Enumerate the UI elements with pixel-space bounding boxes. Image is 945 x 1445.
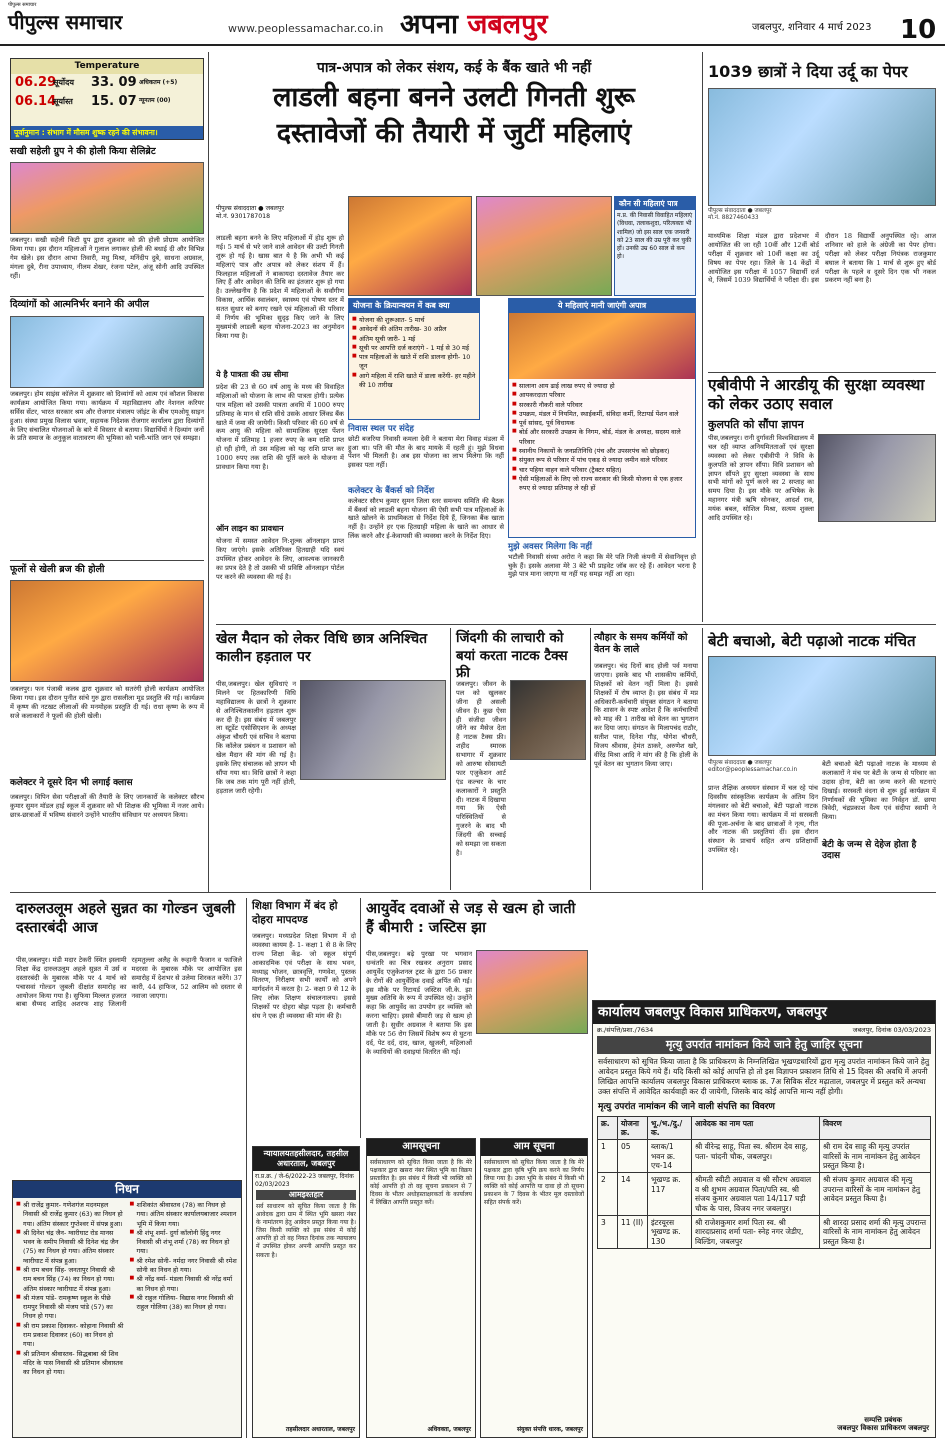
- section-title-b: जबलपुर: [467, 9, 548, 40]
- timeline-item: ■ सूची पर आपत्ति दर्ज कराएंगे - 1 मई से 30 मई: [352, 344, 476, 353]
- notice-sub: आमइश्तहार: [256, 1190, 356, 1200]
- notice-sign: संयुक्त संपत्ति धारक, जबलपुर: [517, 1425, 583, 1433]
- aam-suchna-2: [366, 1138, 476, 1438]
- divider: [10, 560, 204, 561]
- photo-exam: [708, 88, 936, 206]
- sunrise-row: [11, 74, 203, 92]
- photo-divyang: [10, 316, 204, 388]
- list-item: ■ श्री राजेंद्र कुमार- गणेशगंज मदनमहल निवासी श्री राजेंद्र कुमार (63) का निधन हो गया। अंतिम संस्कार गुप्तेश्वर में संपन्न हुआ।: [16, 1201, 125, 1229]
- beti-body-2: बेटी बचाओ बेटी पढ़ाओ नाटक के माध्यम से कलाकारों ने मंच पर बेटी के जन्म से परिवार का उदास होना, बेटी का जन्म करने की घटनाएं दिखाई। सरस्वती वंदना से शुरू हुई कार्यक्रम में निर्णायकों की भूमिका का निर्वहन डॉ. छाया त्रिवेदी, चंद्रप्रकाश वैश्य एवं संदीपा स्वामी ने किया।: [822, 760, 936, 822]
- table-cell: श्री राजेशकुमार शर्मा पिता स्व. श्री शारदाप्रसाद शर्मा पता- स्नेह नगर जेडीए, बिल्डिंग, जबलपुर: [692, 1215, 820, 1248]
- notice-sign: तहसीलदार अधारताल, जबलपुर: [285, 1425, 355, 1433]
- box-headline: निवास स्थल पर संदेह: [348, 424, 414, 434]
- ineligible-item: ■ सरकारी नौकरी वाले परिवार: [512, 401, 692, 410]
- forecast: पूर्वानुमान : संभाग में मौसम शुष्क रहने की संभावना।: [11, 126, 203, 139]
- table-cell: 14: [618, 1173, 648, 1216]
- ineligible-item: ■ चार पहिया वाहन वाले परिवार (ट्रैक्टर सहित): [512, 466, 692, 475]
- nidhan-cols: [13, 1198, 241, 1380]
- table-cell: 05: [618, 1140, 648, 1173]
- notice-header: न्यायालयतहसीलदार, तहसील अधारताल, जबलपुर: [253, 1147, 359, 1171]
- play-headline[interactable]: जिंदगी की लाचारी को बयां करता नाटक टैक्स फ्री: [456, 630, 568, 682]
- ineligible-title: ये महिलाएं मानी जाएंगी अपात्र: [509, 299, 695, 313]
- nidhan-title: निधन: [13, 1181, 241, 1198]
- timeline-item: ■ योजना की शुरूआत- 5 मार्च: [352, 316, 476, 325]
- lead-body-2: प्रदेश की 23 से 60 वर्ष आयु के मध्य की विवाहित महिलाओं को योजना के लाभ की पात्रता होगी। प्रत्येक पात्र महिला को उसकी पात्रता अवधि में 1000 रुपए प्रतिमाह के मान से राशि सीधे उसके आधार लिंक्ड बैंक खाते में जमा की जायेगी। किसी परिवार की 60 वर्ष से कम आयु की महिला को सामाजिक सुरक्षा पेंशन योजना में प्रतिमाह 1 हजार रुपए के कम राशि प्राप्त हो रही होगी, तो उस महिला को यह राशि प्राप्त कर 1000 रुपए तक राशि की पूर्ति करने के योजना में प्रावधान किया गया है।: [216, 383, 344, 472]
- ineligible-item: ■ सालाना आय ढाई लाख रुपए से ज्यादा हो: [512, 382, 692, 391]
- darul-headline[interactable]: दारुलउलूम अहले सुन्नत का गोल्डन जुबली दस्तारबंदी आज: [16, 901, 236, 936]
- lead-headline[interactable]: लाडली बहना बनने उलटी गिनती शुरू: [273, 82, 635, 113]
- newspaper-logo[interactable]: [8, 2, 123, 35]
- abvp-body: पीस,जबलपुर। रानी दुर्गावती विश्वविद्यालय में चल रही व्याप्त अनियमितताओं एवं सुरक्षा व्यवस्था को लेकर एबीवीपी ने विवि के कुलपति को ज्ञापन सौंपा। विवि प्रशासन को ज्ञापन सौंपते हुए सुरक्षा व्यवस्था के साथ सभी मांगों को पूर्ण करने का 2 सप्ताह का समय दिया है। इस मौके पर अभिषेक के महानगर मंत्री ऋषि सोनकर, आदर्श राव, मयंक बबल, सोशिल मिश्रा, सत्यम शुक्ला आदि उपस्थित रहे।: [708, 434, 814, 523]
- dateline: जबलपुर, शनिवार 4 मार्च 2023: [752, 22, 872, 33]
- teachers-body: जबलपुर। चंद दिनों बाद होली पर्व मनाया जाएगा। इसके बाद भी शासकीय कर्मियों, शिक्षकों को वेतन नहीं मिला है। इससे शिक्षकों में रोष व्याप्त है। इस संबंध में मप्र अधिकारी-कर्मचारी संयुक्त संगठन ने बताया कि शासन के स्पष्ट आदेश हैं कि कर्मचारियों को माह की 1 तारीख को वेतन का भुगतान कर दिया जाए। संगठन के मिलापचंद राठौर, सतीश पाल, दिनेश गौड़, योगेश चौधरी, विजय श्रीवास, हेमंत ठाकरे, अरुणेश खरे, वीरेंद्र मिश्रा आदि ने मांग की है कि होली के पूर्व वेतन का भुगतान किया जाए।: [594, 662, 698, 768]
- lead-kicker: पात्र-अपात्र को लेकर संशय, कई के बैंक खाते भी नहीं: [316, 60, 592, 76]
- table-row: [598, 1140, 931, 1173]
- notice-body: सर्व साधारण को सूचित किया जाता है कि आवेदक द्वारा ग्राम में स्थित भूमि खसरा नंबर के नामांतरण हेतु आवेदन प्रस्तुत किया गया है। जिस किसी व्यक्ति को इस संबंध में कोई आपत्ति हो तो वह नियत दिनांक तक न्यायालय में उपस्थित होकर अपनी आपत्ति प्रस्तुत कर सकता है।: [256, 1203, 356, 1259]
- nidhan-list-2: [130, 1201, 239, 1377]
- website-url[interactable]: www.peoplessamachar.co.in: [228, 22, 384, 35]
- page-number: 10: [900, 15, 937, 45]
- notice-body: सर्वसाधारण को सूचित किया जाता है कि मेरे पक्षकार द्वारा कृषि भूमि क्रय करने का निर्णय लिया गया है। उक्त भूमि के संबंध में किसी भी व्यक्ति को कोई आपत्ति या दावा हो तो सूचना प्रकाशन के 7 दिवस के भीतर मूल दस्तावेजों सहित संपर्क करें।: [484, 1158, 584, 1206]
- lead-headline-2[interactable]: दस्तावेजों की तैयारी में जुटीं महिलाएं: [276, 118, 632, 149]
- shiksha-headline[interactable]: शिक्षा विभाग में बंद हो दोहरा मापदण्ड: [252, 900, 338, 926]
- table-header: विवरण: [820, 1116, 931, 1140]
- ineligible-item: ■ ऐसी महिलाओं के लिए जो राज्य सरकार की किसी योजना से एक हजार रुपए से ज्यादा प्रतिमाह ले रही हों: [512, 475, 692, 494]
- notice-sign: अधिवक्ता, जबलपुर: [427, 1425, 471, 1433]
- table-cell: भूखण्ड क्र. 117: [648, 1173, 692, 1216]
- timeline-item: ■ आगे महिला में राशि खाते में डाला करेंगी- हर महीने की 10 तारीख: [352, 372, 476, 391]
- jda-ref: क्र./संपत्ति/प्रशा./7634: [597, 1025, 654, 1034]
- timeline-item: ■ आवेदनों की अंतिम तारीख- 30 अप्रैल: [352, 325, 476, 334]
- nidhan-box: [12, 1180, 242, 1438]
- table-cell: श्रीमती स्वीटी अग्रवाल व श्री सौरभ अग्रवाल व श्री शुभम अग्रवाल पिता/पति स्व. श्री संजय कुमार अग्रवाल पता 14/117 घड़ी चौक के पास, विजय नगर जबलपुर।: [692, 1173, 820, 1216]
- abvp-headline[interactable]: एबीवीपी ने आरडीयू की सुरक्षा व्यवस्था को लेकर उठाए सवाल: [708, 376, 925, 414]
- byline: [216, 205, 344, 221]
- temperature-box: [10, 58, 204, 140]
- ayurved-body: पीस,जबलपुर। बढ़े पुरखा पर भगवान धन्वंतरि का चित्र रखकर अनुराग प्रसाद आयुर्वेद एजुकेशनल ट्रस्ट के द्वारा 56 प्रकार के रोगों की आयुर्वेदिक दवाई अर्पित की गई। इस मौके पर रिटायर्ड जस्टिस जी.के. झा मुख्य अतिथि के रूप में उपस्थित रहे। उन्होंने कहा कि आयुर्वेद का उपयोग हर व्यक्ति को करना चाहिए। इससे बीमारी जड़ से खत्म हो जाती है। सुधीर अग्रवाल ने बताया कि इस मौके पर 56 रोग जिसमें विशेष रूप से घुटना दर्द, पेट दर्द, दाद, खाज, खुजली, महिलाओं के व्याधियों की दवाइयां वितरित की गईं।: [366, 950, 472, 1056]
- table-cell: ब्लाक/1 भवन क्र. एच-14: [648, 1140, 692, 1173]
- jda-ref-row: [593, 1024, 935, 1036]
- lead-body-1: लाडली बहना बनने के लिए महिलाओं में होड़ शुरू हो गई। 5 मार्च से भरे जाने वाले आवेदन की उल्टी गिनती शुरू हो गई है। खास बात ये है कि अभी भी कई महिलाएं पात्र और अपात्र को लेकर संशय में हैं। फिलहाल महिलाओं ने बाकायदा दस्तावेज तैयार कर लिए हैं और आवेदन की तिथि का इंतजार शुरू हो गया है। उल्लेखनीय है कि प्रदेश में महिलाओं के सर्वांगीण विकास, आर्थिक स्वालंबन, स्वास्थ्य एवं पोषण स्तर में सतत सुधार को बनाए रखने एवं महिलाओं की परिवार में निर्णय की भूमिका सुदृढ़ किए जाने के लिए मुख्यमंत्री लाडली बहना योजना-2023 का अनुमोदन किया गया है।: [216, 234, 344, 340]
- notice-ref: रा.प्र.क्र. / जे-6/2022-23 जबलपुर, दिनांक 02/03/2023: [255, 1173, 354, 1188]
- sunrise-label: सूर्योदय: [53, 78, 75, 88]
- timeline-list: [349, 313, 479, 393]
- jda-subtitle: मृत्यु उपरांत नामांकन किये जाने हेतु जाहिर सूचना: [597, 1036, 931, 1054]
- divider: [708, 372, 936, 373]
- table-header: योजना क्र.: [618, 1116, 648, 1140]
- jda-sign-1: सम्पत्ति प्रबंधक: [864, 1415, 902, 1424]
- sunset-row: [11, 93, 203, 111]
- photo-women-2: [476, 196, 612, 296]
- aam-suchna-3: [480, 1138, 588, 1438]
- list-item: ■ श्री राम प्रकाश दिवाकर- कोहाना निवासी श्री राम प्रकाश दिवाकर (60) का निधन हो गया।: [16, 1322, 125, 1350]
- beti-body: प्रान्त शैक्षिक अध्ययन संस्थान में चल रहे पांच दिवसीय सांस्कृतिक कार्यक्रम के अंतिम दिन मंगलवार को बेटी बचाओ, बेटी पढ़ाओ नाटक का मंचन किया गया। कार्यक्रम में मां सरस्वती की पूजा-अर्चना के बाद छात्राओं ने नृत्य, गीत और नाटक की प्रस्तुतियां दीं। इस दौरान संस्थान के प्राचार्य सहित अन्य प्रशिक्षार्थी उपस्थित रहे।: [708, 784, 818, 855]
- divider: [216, 624, 936, 625]
- ineligible-item: ■ आयकरदाता परिवार: [512, 391, 692, 400]
- logo-tagline: पीपुल्स समाचार: [8, 2, 37, 8]
- photo-holi: [10, 580, 204, 682]
- ayurved-headline[interactable]: आयुर्वेद दवाओं से जड़ से खत्म हो जाती हैं बीमारी : जस्टिस झा: [366, 901, 576, 936]
- timeline-title: योजना के क्रियान्वयन में कब क्या: [349, 299, 479, 313]
- urdu-body: माध्यमिक शिक्षा मंडल द्वारा प्रदेशभर में आयोजित की जा रही 10वीं और 12वीं बोर्ड परीक्षा में शुक्रवार को 10वीं कक्षा का उर्दू विषय का पेपर रहा। जिले के 14 केंद्रों में आयोजित इस परीक्षा में 1057 विद्यार्थी दर्ज थे, जिसमें 1039 विद्यार्थियों ने परीक्षा दी। इस दौरान 18 विद्यार्थी अनुपस्थित रहे। आज शनिवार को हाले के अंग्रेजी का पेपर होगा। परीक्षा को लेकर परीक्षा नियंत्रक राजकुमार बघाल ने बताया कि 1 मार्च से शुरू हुए बोर्ड परीक्षा के पहले व दूसरे दिन एक भी नकल प्रकरण नहीं बना है।: [708, 232, 936, 285]
- jda-intro: सर्वसाधारण को सूचित किया जाता है कि प्राधिकरण के निम्नलिखित भूखण्डधारियों द्वारा मृत्यु उपरांत नामांकन किये जाने हेतु आवेदन प्रस्तुत किये गये हैं। यदि किसी को कोई आपत्ति हो तो इस विज्ञापन प्रकाशन तिथि से 15 दिवस की अवधि में अपनी लिखित आपत्ति कार्यालय जबलपुर विकास प्राधिकरण ब्लाक क्र. 7अ सिविक सेंटर मढ़ाताल, जबलपुर में प्रस्तुत करें अन्यथा उक्त संपत्ति में आवेदित कार्यवाही कर दी जायेगी, जिसके बाद कोई आपत्ति मान्य नहीं होगी।: [598, 1056, 930, 1097]
- ineligible-item: ■ संयुक्त रूप से परिवार में पांच एकड़ से ज्यादा जमीन वाले परिवार: [512, 456, 692, 465]
- photo-women-1: [348, 196, 472, 296]
- byline-text: पीपुल्स संवाददाता ● जबलपुर: [708, 208, 772, 214]
- story-body: जबलपुर। फन पंजाबी कलब द्वारा शुक्रवार को सतरंगी होली कार्यक्रम आयोजित किया गया। इस दौरान पुनीत सांचे गुरु द्वारा रासलीला मूड प्रस्तुति की गई। कार्यक्रम में कृष्ण की नटखट लीलाओं की मनमोहक प्रस्तुति दी गई। राधा कृष्ण के रूप में सजे कलाकारों ने फूलों की होली खेली।: [10, 685, 204, 720]
- divider: [10, 892, 936, 893]
- abvp-subhead: कुलपति को सौंपा ज्ञापन: [708, 418, 804, 431]
- column-rule: [702, 52, 703, 622]
- ineligible-item: ■ बोर्ड और सरकारी उपक्रम के निगम, बोर्ड, मंडल के अध्यक्ष, सदस्य वाले परिवार: [512, 428, 692, 447]
- box-opportunity: [508, 542, 696, 613]
- table-cell: 1: [598, 1140, 618, 1173]
- column-rule: [450, 628, 451, 890]
- eligible-title: कौन सी महिलाएं पात्र: [615, 197, 695, 210]
- darul-body: पीस,जबलपुर। मंडी मदार टेकरी स्थित इस्लामी शिक्षा केंद्र दारुलउलूम अहले सुन्नत में उर्स व दस्तारबंदी के मुबारक मौके पर 4 मार्च को पचासवां गोल्डन जुबली दीक्षांत समारोह का आयोजन किया गया है। सुफिया मिल्लत हजरत बाबा सैय्यद शाहिद अशरफ शाह जिलानी रहमतुल्ला अलैह के रूहानी फैजान व फाजिले मदरसा के मुबारक मौके पर आयोजित इस समारोह में देशभर से उलेमा शिरकत करेंगे। 37 कारी, 44 हाफिज, 52 आलिम को दस्तार से नवाजा जाएगा।: [16, 956, 242, 1009]
- masthead: [0, 0, 945, 46]
- box-body: छोटी बजरिया निवासी कमला देवी ने बताया मेरा विवाह मंडला में हुआ था। पति की मौत के बाद मायके में रहती हूं। मुझे विधवा पेंशन भी मिलती है। अब इस योजना का लाभ मिलेगा कि नहीं इसका पता नहीं।: [348, 434, 504, 470]
- khel-headline[interactable]: खेल मैदान को लेकर विधि छात्र अनिश्चित कालीन हड़ताल पर: [216, 631, 428, 666]
- aam-suchna-1: [252, 1146, 360, 1438]
- list-item: ■ श्री प्रतिमान श्रीवास्तव- सिद्धबाबा श्री शिव मंदिर के पास निवासी श्री प्रतिमान श्रीवास्तव का निधन हो गया।: [16, 1350, 125, 1378]
- byline-email[interactable]: editor@peoplessamachar.co.in: [708, 767, 798, 774]
- jda-signature: [837, 1416, 929, 1434]
- photo-abvp: [818, 434, 936, 522]
- timeline-item: ■ पात्र महिलाओं के खाते में राशि डालना होगी- 10 जून: [352, 353, 476, 372]
- byline-text: पीपुल्स संवाददाता ● जबलपुर: [708, 760, 772, 766]
- sunset-label: सूर्यास्त: [53, 96, 73, 106]
- column-rule: [208, 52, 209, 892]
- min-temp: 15. 07: [91, 93, 137, 109]
- photo-ayurved: [476, 950, 588, 1034]
- ineligible-list: [509, 379, 695, 496]
- byline-text: पीपुल्स संवाददाता ● जबलपुर: [216, 205, 284, 212]
- timeline-item: ■ अंतिम सूची जारी- 1 मई: [352, 335, 476, 344]
- eligible-box: [614, 196, 696, 296]
- table-row: [598, 1173, 931, 1216]
- box-residence: [348, 424, 504, 481]
- table-cell: 2: [598, 1173, 618, 1216]
- list-item: ■ शशिकांत श्रीवास्तव (78) का निधन हो गया। अंतिम संस्कार कार्यालयबाजार श्मशान भूमि में किया गया।: [130, 1201, 239, 1229]
- byline-mobile: मो.नं. 8827460433: [708, 215, 759, 222]
- khel-body: पीस,जबलपुर। खेल सुविधाएं न मिलने पर हितकारिणी विधि महाविद्यालय के छात्रों ने शुक्रवार से अनिश्चितकालीन हड़ताल शुरू कर दी है। इस संबंध में जबलपुर ला स्टूडेंट एसोसिएशन के अध्यक्ष अंकुश चौधरी एवं सचिव ने बताया कि कॉलेज प्रबंधन व प्रशासन को खेल मैदान की मांग की गई है। इसके लिए संचालक को ज्ञापन भी सौंपा गया था। विधि छात्रों ने कहा कि जब तक मांग पूरी नहीं होती, हड़ताल जारी रहेगी।: [216, 680, 296, 795]
- table-cell: इंटरयूरस भूखण्ड क्र. 130: [648, 1215, 692, 1248]
- ineligible-item: ■ पूर्व सांसद, पूर्व विधायक: [512, 419, 692, 428]
- ineligible-item: ■ स्थानीय निकायों के जनप्रतिनिधि (पंच और उपसरपंच को छोड़कर): [512, 447, 692, 456]
- story-body: जबलपुर। विपिन सेवा परीक्षाओं की तैयारी के लिए जानकारों के कलेक्टर सौरभ कुमार सुमन मॉडल हाई स्कूल में शुक्रवार को भी शिक्षक की भूमिका में नजर आये। छात्र-छात्राओं में भविष्य संवारने उन्होंने भारतीय संविधान पर अध्ययन किया।: [10, 793, 204, 819]
- list-item: ■ श्री नरेंद्र वर्मा- मंडला निवासी श्री नरेंद्र वर्मा का निधन हो गया।: [130, 1275, 239, 1294]
- photo-khel: [300, 680, 446, 780]
- beti-headline[interactable]: बेटी बचाओ, बेटी पढ़ाओ नाटक मंचित: [708, 632, 916, 650]
- section-title: [400, 8, 548, 42]
- story-sakhi: [10, 146, 204, 158]
- byline-mobile: मो.नं. 9301787018: [216, 212, 271, 220]
- table-header: आवेदक का नाम पता: [692, 1116, 820, 1140]
- lead-body-3: योजना में समस्त आवेदन नि:शुल्क ऑनलाइन प्राप्त किए जाएंगे। इसके अतिरिक्त हितग्राही यदि स्वयं उपस्थित होकर आवेदन के लिए, आवश्यक जानकारी का प्रपत्र देते है तो उसकी भी प्रविष्टि ऑनलाइन पोर्टल पर करने की व्यवस्था की गई है।: [216, 537, 344, 581]
- box-headline: कलेक्टर के बैंकर्स को निर्देश: [348, 486, 435, 496]
- table-cell: श्री संजय कुमार अग्रवाल की मृत्यु उपरान्त वारिसों के नाम नामांकन हेतु आवेदन प्रस्तुत किया है।: [820, 1173, 931, 1216]
- column-rule: [702, 628, 703, 890]
- table-header-row: [598, 1116, 931, 1140]
- photo-sakhi: [10, 162, 204, 234]
- column-rule: [246, 898, 247, 1438]
- box-body: भटौली निवासी संध्या अरोरा ने कहा कि मेरे पति निजी कंपनी में सेवानिवृत्त हो चुके हैं। इसके अलावा मेरे 3 बेटे भी प्राइवेट जॉब कर रहे हैं। आवेदन भरना है मुझे पात्र माना जाएगा या नहीं यह समझ नहीं आ रहा।: [508, 552, 696, 579]
- table-cell: श्री राम देव साहू की मृत्यु उपरांत वारिसों के नाम नामांकन हेतु आवेदन प्रस्तुत किया है।: [820, 1140, 931, 1173]
- story-headline[interactable]: फूलों से खेली ब्रज की होली: [10, 564, 105, 575]
- notice-title: आमसूचना: [367, 1139, 475, 1156]
- story-headline[interactable]: सखी सहेली ग्रुप ने की होली किया सेलिब्रेट: [10, 146, 156, 157]
- photo-beti: [708, 656, 936, 756]
- table-cell: श्री वीरेन्द्र साहू, पिता स्व. श्रीराम देव साहू, पता- चांदनी चौक, जबलपुर।: [692, 1140, 820, 1173]
- logo-text: पीपुल्स समाचार: [8, 10, 123, 34]
- list-item: ■ श्री शंभू शर्मा- दुर्गा कॉलोनी हिंदु नगर निवासी श्री शंभू शर्मा (78) का निधन हो गया।: [130, 1229, 239, 1257]
- column-rule: [360, 898, 361, 1138]
- column-rule: [590, 628, 591, 890]
- lead-subhead-1: ये है पात्रता की उम्र सीमा: [216, 370, 289, 379]
- eligible-body: म.प्र. की निवासी विवाहित महिलाएं (विधवा, तलाकशुदा, परित्यक्ता भी शामिल) जो इस साल एक जनवरी को 23 साल की उम्र पूरी कर चुकी हों। उनकी उम्र 60 साल से कम हो।: [617, 212, 693, 260]
- play-body: जबलपुर। जीवन के पल को खुलकर जीना ही असली जीवन है। कुछ ऐसा ही संजीदा जीवन जीने का मैसेज देता है नाटक टैक्स फ्री। शहीद स्मारक सभागार में शुक्रवार को आरुषा सोसायटी फार एजुकेशन आर्ट एंड कल्चर के चार कलाकारों ने प्रस्तुति दी। नाटक में दिखाया गया कि ऐसी परिस्थितियों से गुजरने के बाद भी जिंदगी की सच्चाई को समझा जा सकता है।: [456, 680, 506, 857]
- urdu-byline: [708, 208, 818, 222]
- sunrise-time: 06.29: [15, 75, 57, 91]
- shiksha-body: जबलपुर। मध्यप्रदेश शिक्षा विभाग में दो व्यवस्था कायम है- 1- कक्षा 1 से 8 के लिए राज्य शिक्षा केंद्र- जो स्कूल संपूर्ण आकादमिक एवं परीक्षा के साथ भवन, मध्याह्न भोजन, छात्रवृत्ति, गणवेश, पुस्तक वितरण, निरीक्षण सभी कार्यों को अपने मार्गदर्शन में करता है। 2- कक्षा 9 से 12 के लिए लोक शिक्षण संचालनालय। इससे शिक्षकों पर दोहरा बोझ पड़ता है। कर्मचारी संघ ने एक ही व्यवस्था की मांग की है।: [252, 932, 356, 1021]
- jda-date: जबलपुर, दिनांक 03/03/2023: [852, 1025, 931, 1034]
- urdu-headline[interactable]: 1039 छात्रों ने दिया उर्दू का पेपर: [708, 62, 908, 81]
- story-headline[interactable]: कलेक्टर ने दूसरे दिन भी लगाई क्लास: [10, 778, 133, 788]
- temperature-title: Temperature: [11, 59, 203, 74]
- box-headline: मुझे अवसर मिलेगा कि नहीं: [508, 542, 592, 552]
- story-headline[interactable]: दिव्यांगों को आत्मनिर्भर बनाने की अपील: [10, 299, 149, 310]
- timeline-box: [348, 298, 480, 420]
- teachers-headline[interactable]: त्यौहार के समय कर्मियों को वेतन के लाले: [594, 632, 688, 656]
- list-item: ■ श्री दिनेश चंद्र जैन- ग्वारीघाट रोड मानस भवन के समीप निवासी श्री दिनेश चंद्र जैन (75) का निधन हो गया। अंतिम संस्कार ग्वारीघाट में संपन्न हुआ।: [16, 1229, 125, 1266]
- sunset-time: 06.14: [15, 93, 57, 109]
- table-cell: 11 (II): [618, 1215, 648, 1248]
- table-row: [598, 1215, 931, 1248]
- table-cell: श्री शारदा प्रसाद शर्मा की मृत्यु उपरान्त वारिसों के नाम नामांकन हेतु आवेदन प्रस्तुत किया है।: [820, 1215, 931, 1248]
- ineligible-item: ■ उपक्रम, मंडल में नियमित, स्थाईकर्मी, संविदा कर्मी, रिटायर्ड पेंशन वाले: [512, 410, 692, 419]
- box-collector: [348, 486, 504, 601]
- list-item: ■ श्री मंजय पांडे- रामकृष्ण स्कूल के पीछे रामपुर निवासी श्री मंजय पांडे (57) का निधन हो गया।: [16, 1294, 125, 1322]
- photo-play: [510, 680, 586, 760]
- jda-table-title: मृत्यु उपरांत नामांकन की जाने वाली संपत्ति का विवरण: [598, 1102, 775, 1113]
- section-title-a: अपना: [400, 9, 458, 40]
- ineligible-box: [508, 298, 696, 538]
- jda-notice: [592, 1000, 936, 1438]
- jda-sign-2: जबलपुर विकास प्राधिकरण जबलपुर: [837, 1424, 929, 1433]
- divider: [10, 296, 204, 297]
- list-item: ■ श्री राम बचन सिंह- जनतापुर निवासी श्री राम बचन सिंह (74) का निधन हो गया। अंतिम संस्कार ग्वारीघाट में संपन्न हुआ।: [16, 1266, 125, 1294]
- list-item: ■ श्री राहुल गोलिया- विद्यास नगर निवासी श्री राहुल गोलिया (38) का निधन हो गया।: [130, 1294, 239, 1313]
- photo-woman-smile: [509, 313, 695, 379]
- story-body: जबलपुर। सखी सहेली किटी ग्रुप द्वारा शुक्रवार को फ्री होली प्रोग्राम आयोजित किया गया। इस दौरान महिलाओं ने गुलाल लगाकर होली की बधाई दी और विभिन्न गेम खेले। इस दौरान आभा तिवारी, मधु मिश्रा, मनिंदीप दुबे, साधना अग्रवाल, मंगला दुबे, रीना उपाध्याय, नीलम शेखर, रंजना पटेल, अंजू सोनी आदि उपस्थित रहीं।: [10, 236, 204, 280]
- table-header: भू./भ./दु./क.: [648, 1116, 692, 1140]
- max-label: अधिकतम (+5): [139, 79, 178, 87]
- jda-table-wrap: [593, 1116, 935, 1250]
- lead-subhead-2: ऑन लाइन का प्रावधान: [216, 524, 284, 533]
- min-label: न्यूनतम (00): [139, 97, 171, 105]
- beti-byline: [708, 760, 818, 774]
- table-header: क्र.: [598, 1116, 618, 1140]
- table-cell: 3: [598, 1215, 618, 1248]
- nidhan-list-1: [16, 1201, 125, 1377]
- max-temp: 33. 09: [91, 75, 137, 91]
- jda-title: कार्यालय जबलपुर विकास प्राधिकरण, जबलपुर: [593, 1001, 935, 1024]
- beti-subhead: बेटी के जन्म से देहेज होता है उदास: [822, 840, 917, 862]
- box-body: कलेक्टर सौरभ कुमार सुमन जिला स्तर समन्वय समिति की बैठक में बैंकर्स को लाडली बहना योजना की ऐसी सभी पात्र महिलाओं के खाते खोलने के प्राथमिकता से निर्देश दिये हैं, जिनका बैंक खाता नहीं है। उन्होंने हर एक हितग्राही महिला के खाते का आधार से लिंक करने और ई-केवायसी की व्यवस्था करने के निर्देश दिए।: [348, 496, 504, 541]
- notice-title: आम सूचना: [481, 1139, 587, 1156]
- story-body: जबलपुर। होम साइंस कॉलेज में शुक्रवार को दिव्यांगों को आत्म एवं कौशल विकास कार्यक्रम आयोजित किया गया। कार्यक्रम में महाविद्यालय और नेशनल करियर सर्विस सेंटर, भारत सरकार श्रम और रोजगार मंत्रालय जॉइंट के बीच एमओयू साइन हुआ। संस्था प्रमुख विलास भ्रवार, सहायक निदेशक रोजगार कार्यालय द्वारा दिव्यांगों के लिए संचालित योजनाओं के बारे में विस्तार से बताया। विद्यार्थियों ने दिव्यांग जनों के प्रति समाज के अनुकूल वातावरण की भूमिका को भली-भांति जान एवं समझा।: [10, 390, 204, 443]
- jda-table: [597, 1116, 931, 1250]
- notice-body: सर्वसाधारण को सूचित किया जाता है कि मेरे पक्षकार द्वारा खसरा नंबर स्थित भूमि का विक्रय प्रस्तावित है। इस संबंध में किसी भी व्यक्ति को कोई आपत्ति हो तो वह सूचना प्रकाशन से 7 दिवस के भीतर अधोहस्ताक्षरकर्ता के कार्यालय में लिखित आपत्ति प्रस्तुत करें।: [370, 1158, 472, 1206]
- list-item: ■ श्री रमेश सोनी- नर्मदा नगर निवासी श्री रमेश सोनी का निधन हो गया।: [130, 1257, 239, 1276]
